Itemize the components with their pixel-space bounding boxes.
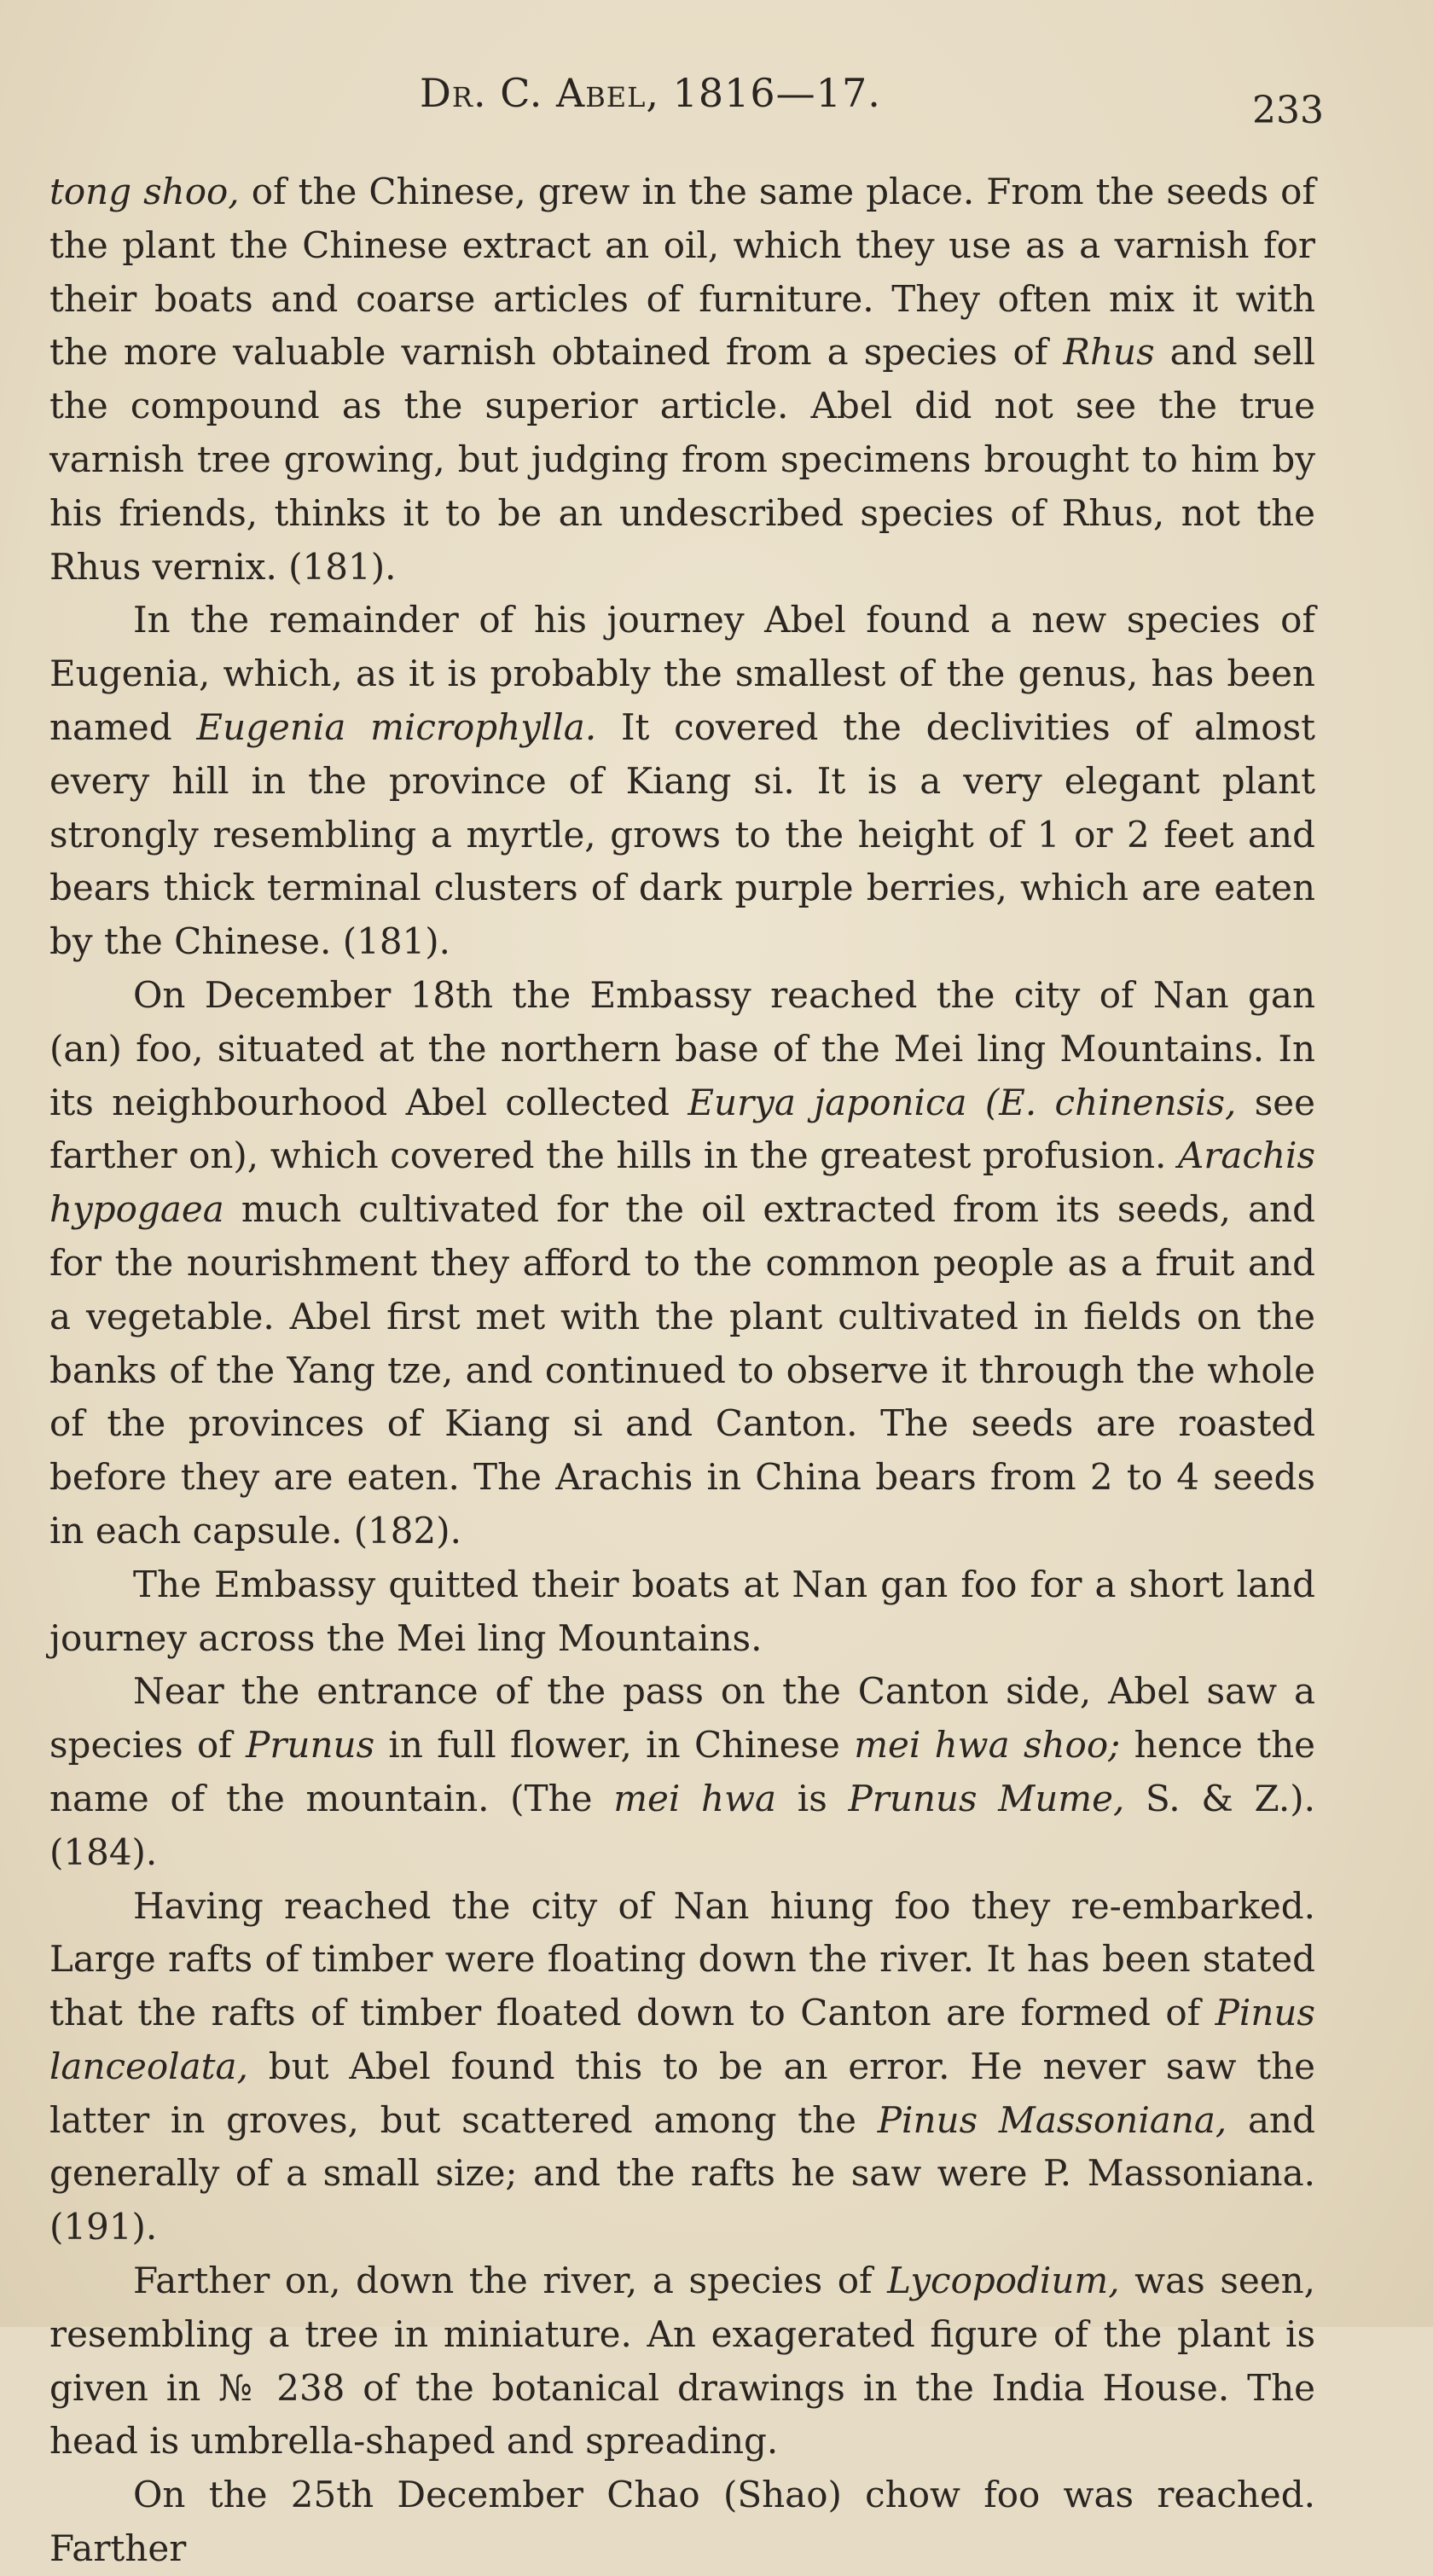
text-run: in full flower, in Chinese <box>374 1724 855 1767</box>
text-run: is <box>776 1777 849 1819</box>
paragraph <box>49 2254 1315 2469</box>
paragraph <box>49 594 1315 969</box>
italic-run: Prunus Mume, <box>848 1777 1125 1819</box>
text-run: much cultivated for the oil extracted from its seeds, and for the nourishment they afford to the common people as a fruit and a vegetable. Abel first met with the plant cultivated in fields on the banks of the Yang tze, and continued to observe it through the whole of the provinces of Kiang si and Canton. The seeds are roasted before they are eaten. The Arachis in China bears from 2 to 4 seeds in each capsule. (182). <box>49 1188 1315 1552</box>
italic-run: Lycopodium, <box>887 2260 1120 2302</box>
text-run: and sell the compound as the superior article. Abel did not see the true varnish tree growing, but judging from specimens brought to him by his friends, thinks it to be an undescribed species of Rhus, not the Rhus vernix. (181). <box>49 331 1315 588</box>
page-header <box>0 70 1433 138</box>
text-run: It covered the declivities of almost every hill in the province of Kiang si. It is a very elegant plant strongly resembling a myrtle, grows to the height of 1 or 2 feet and bears thick terminal clusters of dark purple berries, which are eaten by the Chinese. (181). <box>49 705 1316 963</box>
text-run: of the Chinese, grew in the same place. From the seeds of the plant the Chinese extract an oil, which they use as a varnish for their boats and coarse articles of furniture. They often mix it with the more valuable varnish obtained from a species of <box>49 171 1316 374</box>
paragraph <box>49 1665 1315 1879</box>
body-text <box>49 165 1315 2576</box>
text-run: On December 18th the Embassy reached the city of Nan gan (an) foo, situated at the northern base of the Mei ling Mountains. In its neighbourhood Abel collected <box>49 973 1315 1123</box>
text-run: On the 25th December Chao (Shao) chow foo was reached. Farther <box>49 2474 1315 2570</box>
paragraph <box>49 1558 1315 1666</box>
paragraph <box>49 1880 1315 2255</box>
text-run: see farther on), which covered the hills in the greatest profusion. <box>49 1081 1315 1177</box>
text-run: Near the entrance of the pass on the Canton side, Abel saw a species of <box>49 1670 1315 1767</box>
running-head: Dr. C. Abel, 1816—17. <box>420 70 881 116</box>
text-run: S. & Z.). (184). <box>49 1777 1315 1873</box>
italic-run: Eurya japonica (E. chinensis, <box>687 1081 1237 1123</box>
text-run: and generally of a small size; and the rafts he saw were P. Massoniana. (191). <box>49 2098 1315 2248</box>
italic-run: Arachis hypogaea <box>49 1134 1315 1231</box>
text-run: but Abel found this to be an error. He never saw the latter in groves, but scattered among the <box>49 2045 1315 2141</box>
italic-run: mei hwa shoo; <box>854 1724 1121 1767</box>
paragraph <box>49 165 1315 594</box>
text-run: The Embassy quitted their boats at Nan gan foo for a short land journey across the Mei ling Mountains. <box>49 1563 1315 1659</box>
text-run: Having reached the city of Nan hiung foo they re-embarked. Large rafts of timber were floating down the river. It has been stated that the rafts of timber floated down to Canton are formed of <box>49 1884 1315 2034</box>
italic-run: Pinus Massoniana, <box>877 2098 1227 2141</box>
text-run: hence the name of the mountain. (The <box>49 1724 1315 1819</box>
text-run: In the remainder of his journey Abel found a new species of Eugenia, which, as it is probably the smallest of the genus, has been named <box>49 599 1315 748</box>
italic-run: mei hwa <box>613 1777 777 1819</box>
paragraph <box>49 969 1315 1558</box>
italic-run: Prunus <box>246 1724 375 1767</box>
italic-run: Eugenia microphylla. <box>196 705 597 748</box>
italic-run: Pinus lanceolata, <box>49 1992 1315 2087</box>
italic-run: tong shoo, <box>49 171 240 212</box>
page-number: 233 <box>1252 89 1324 132</box>
text-run: Farther on, down the river, a species of <box>133 2260 888 2302</box>
italic-run: Rhus <box>1063 331 1155 374</box>
text-run: was seen, resembling a tree in miniature. An exagerated figure of the plant is given in № 238 of the botanical drawings in the India House. The head is umbrella-shaped and spreading. <box>49 2260 1315 2463</box>
paragraph <box>49 2469 1315 2576</box>
